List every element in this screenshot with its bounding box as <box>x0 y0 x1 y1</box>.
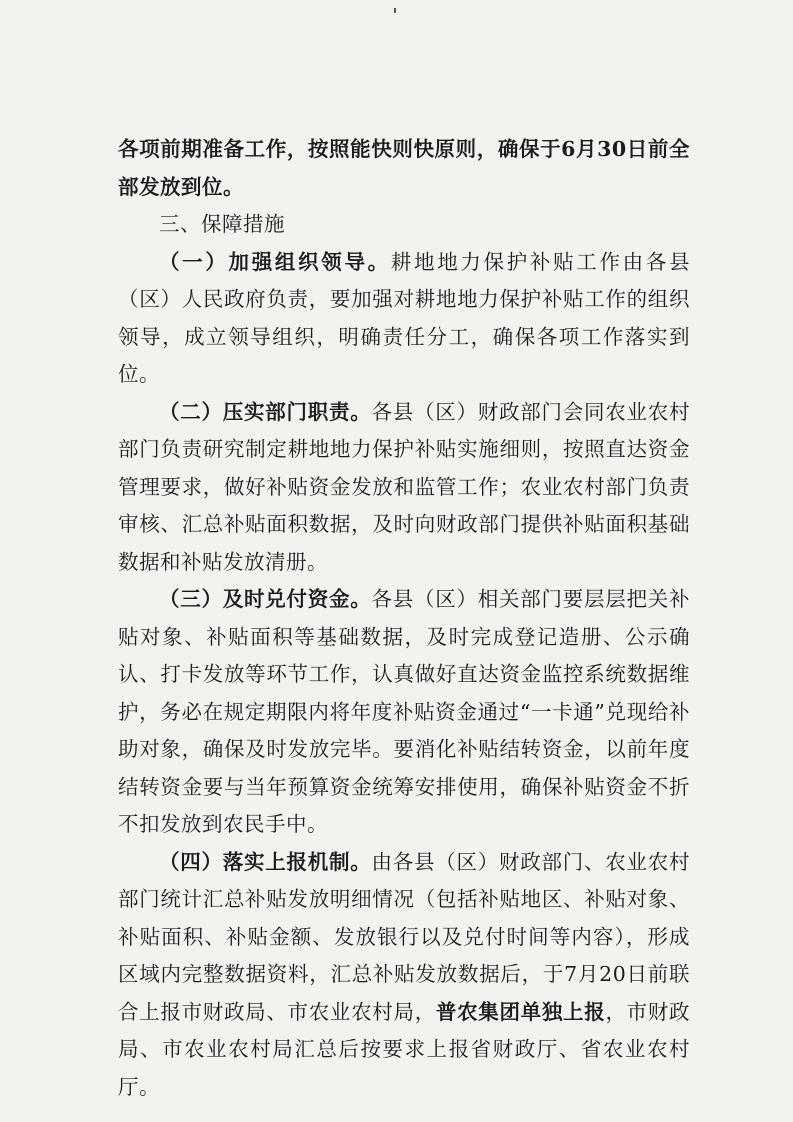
paragraph-text-a: 由各县（区）财政部门、农业农村部门统计汇总补贴发放明细情况（包括补贴地区、补贴对象、补贴面积、补贴金额、发放银行以及兑付时间等内容），形成区域内完整数据资料，汇总补贴发放数据后，于7月20日前联合上报市财政局、市农业农村局， <box>118 849 690 1024</box>
paragraph-department-duties <box>118 394 690 582</box>
paragraph-text: 各县（区）相关部门要层层把关补贴对象、补贴面积等基础数据，及时完成登记造册、公示确认、打卡发放等环节工作，认真做好直达资金监控系统数据维护，务必在规定期限内将年度补贴资金通过“一卡通”兑现给补助对象，确保及时发放完毕。要消化补贴结转资金，以前年度结转资金要与当年预算资金统筹安排使用，确保补贴资金不折不扣发放到农民手中。 <box>118 587 690 836</box>
paragraph-text: 耕地地力保护补贴工作由各县（区）人民政府负责，要加强对耕地地力保护补贴工作的组织领导，成立领导组织，明确责任分工，确保各项工作落实到位。 <box>118 249 691 386</box>
paragraph-timely-payment <box>118 581 690 844</box>
paragraph-continuation <box>118 131 690 206</box>
paragraph-bold-mid: 普农集团单独上报 <box>435 999 606 1024</box>
scan-mark <box>394 8 396 13</box>
document-body <box>118 131 690 1106</box>
paragraph-lead: （二）压实部门职责。 <box>159 399 372 424</box>
paragraph-lead: （四）落实上报机制。 <box>159 849 372 874</box>
paragraph-text-b: ，市财政局、市农业农村局汇总后按要求上报省财政厅、省农业农村厅。 <box>118 999 691 1099</box>
paragraph-continuation-text: 各项前期准备工作，按照能快则快原则，确保于6月30日前全部发放到位。 <box>118 137 690 199</box>
section-heading-3: 三、保障措施 <box>159 212 285 236</box>
paragraph-lead: （三）及时兑付资金。 <box>159 587 372 611</box>
paragraph-organization-leadership <box>118 244 690 394</box>
paragraph-lead: （一）加强组织领导。 <box>159 249 391 274</box>
paragraph-reporting-mechanism <box>118 844 690 1107</box>
paragraph-text: 各县（区）财政部门会同农业农村部门负责研究制定耕地地力保护补贴实施细则，按照直达资金管理要求，做好补贴资金发放和监管工作；农业农村部门负责审核、汇总补贴面积数据，及时向财政部门提供补贴面积基础数据和补贴发放清册。 <box>118 399 690 574</box>
